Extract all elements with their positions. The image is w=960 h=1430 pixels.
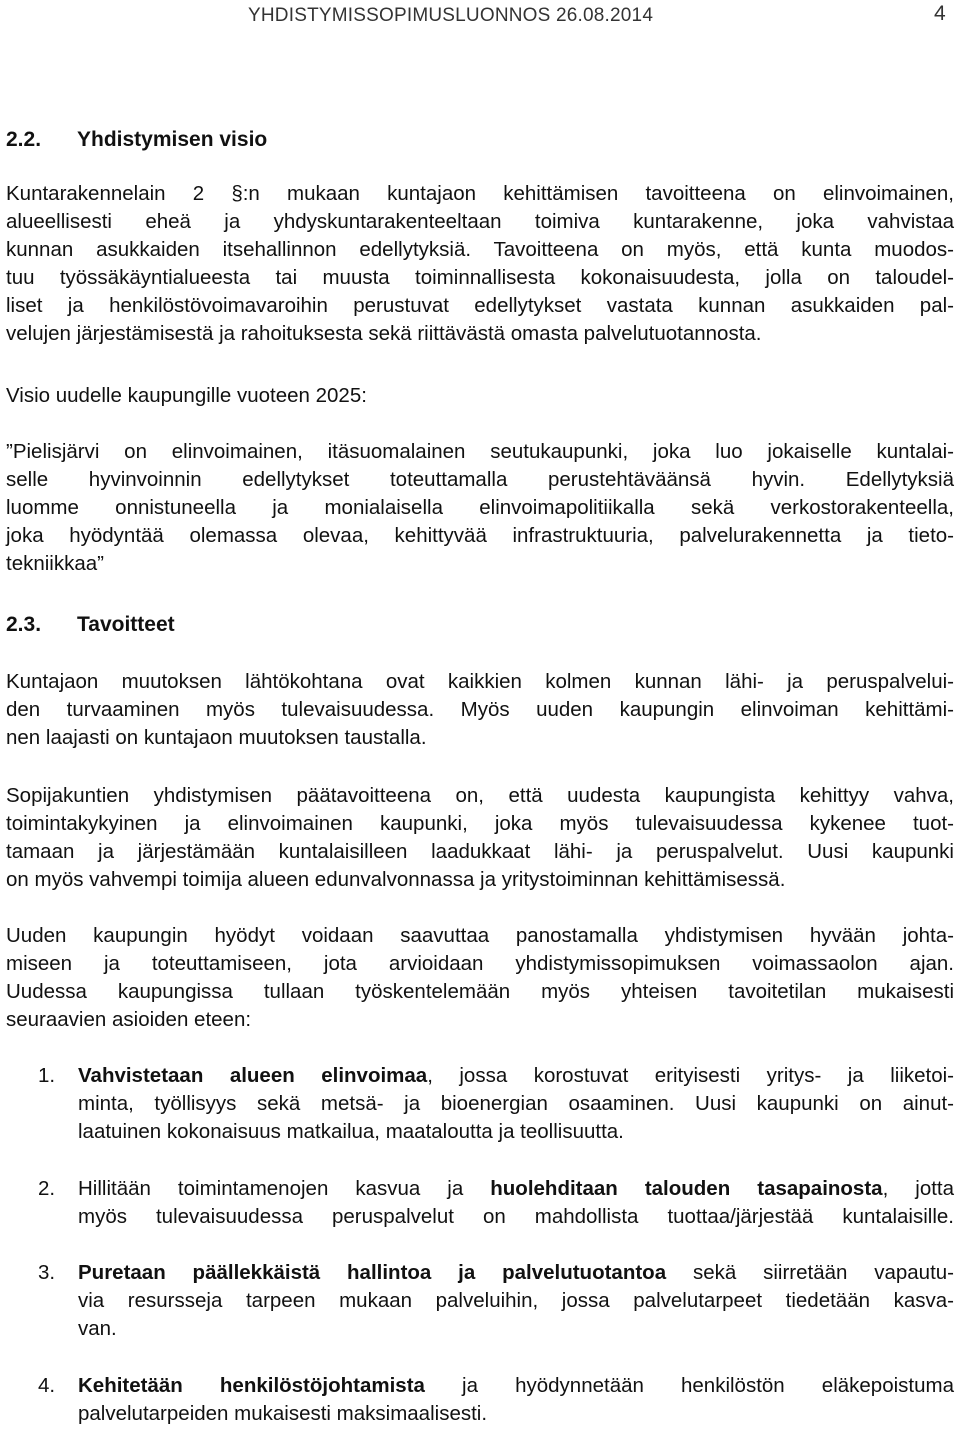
text-line — [78, 1259, 954, 1287]
text-line: miseen ja toteuttamiseen, jota arvioidaan yhdistymissopimuksen voimassaolon ajan. — [6, 952, 954, 975]
text-line: Kuntarakennelain 2 §:n mukaan kuntajaon kehittämisen tavoitteena on elinvoimainen, — [6, 182, 954, 205]
bold-phrase: Kehitetään henkilöstöjohtamista — [78, 1374, 425, 1397]
text-line: luomme onnistuneella ja monialaisella elinvoimapolitiikalla sekä verkostorakenteella, — [6, 496, 954, 519]
text-line: alueellisesti eheä ja yhdyskuntarakenteeltaan toimiva kuntarakenne, joka vahvistaa — [6, 210, 954, 233]
section-heading-2-2 — [6, 126, 267, 154]
text-line: den turvaaminen myös tulevaisuudessa. Myös uuden kaupungin elinvoiman kehittämi- — [6, 698, 954, 721]
section-number: 2.2. — [6, 128, 42, 151]
text-line: kunnan asukkaiden itsehallinnon edellytyksiä. Tavoitteena on myös, että kunta muodos- — [6, 238, 954, 261]
list-item-body — [78, 1175, 954, 1231]
text-line — [78, 1062, 954, 1090]
text-line: Visio uudelle kaupungille vuoteen 2025: — [6, 384, 367, 407]
text-span: , jossa korostuvat erityisesti yritys- ja liiketoi- — [427, 1064, 954, 1087]
list-number: 1. — [38, 1064, 56, 1087]
text-span: sekä siirretään vapautu- — [666, 1261, 955, 1284]
text-line: liset ja henkilöstövoimavaroihin perustuvat edellytykset vastata kunnan asukkaiden pal- — [6, 294, 954, 317]
text-line: velujen järjestämisestä ja rahoituksesta sekä riittävästä omasta palvelutuotannosta. — [6, 322, 762, 345]
list-item-body — [78, 1062, 954, 1146]
section-heading-2-3 — [6, 611, 175, 639]
list-number: 3. — [38, 1261, 56, 1284]
text-line: Uuden kaupungin hyödyt voidaan saavuttaa panostamalla yhdistymisen hyvään johta- — [6, 924, 954, 947]
text-span: , jotta — [882, 1177, 955, 1200]
text-line: tuu työssäkäyntialueesta tai muusta toiminnallisesta kokonaisuudesta, jolla on taloudel- — [6, 266, 954, 289]
text-line: laatuinen kokonaisuus matkailua, maataloutta ja teollisuutta. — [78, 1120, 624, 1143]
bold-phrase: Puretaan päällekkäistä hallintoa ja palvelutuotantoa — [78, 1261, 667, 1284]
paragraph-paatavoite — [6, 782, 954, 894]
vision-intro — [6, 382, 954, 410]
vision-statement — [6, 438, 954, 578]
section-number: 2.3. — [6, 613, 42, 636]
section-title: Yhdistymisen visio — [77, 128, 268, 151]
text-line: toimintakykyinen ja elinvoimainen kaupunki, joka myös tulevaisuudessa kykenee tuot- — [6, 812, 954, 835]
text-line — [78, 1372, 954, 1400]
bold-phrase: huolehditaan talouden tasapainosta — [490, 1177, 883, 1200]
text-line: selle hyvinvoinnin edellytykset toteuttamalla perustehtäväänsä hyvin. Edellytyksiä — [6, 468, 954, 491]
text-line — [78, 1175, 954, 1203]
paragraph-kuntarakennelaki — [6, 180, 954, 348]
text-line: nen laajasti on kuntajaon muutoksen taustalla. — [6, 726, 427, 749]
list-number: 2. — [38, 1177, 56, 1200]
paragraph-hyodyt — [6, 922, 954, 1034]
running-header: YHDISTYMISSOPIMUSLUONNOS 26.08.2014 — [248, 5, 654, 26]
text-line: van. — [78, 1317, 117, 1340]
text-line: Sopijakuntien yhdistymisen päätavoitteena on, että uudesta kaupungista kehittyy vahva, — [6, 784, 954, 807]
text-span: ja hyödynnetään henkilöstön eläkepoistuma — [424, 1374, 954, 1397]
paragraph-lahtokohdat — [6, 668, 954, 752]
text-line: myös tulevaisuudessa peruspalvelut on mahdollista tuottaa/järjestää kuntalaisille. — [78, 1205, 954, 1228]
list-item-body — [78, 1259, 954, 1343]
text-line: ”Pielisjärvi on elinvoimainen, itäsuomalainen seutukaupunki, joka luo jokaiselle kuntalai- — [6, 440, 954, 463]
list-item-body — [78, 1372, 954, 1428]
text-line: via resursseja tarpeen mukaan palveluihin, jossa palvelutarpeet tiedetään kasva- — [78, 1289, 954, 1312]
text-line: minta, työllisyys sekä metsä- ja bioenergian osaaminen. Uusi kaupunki on ainut- — [78, 1092, 954, 1115]
text-line: palvelutarpeiden mukaisesti maksimaalisesti. — [78, 1402, 488, 1425]
text-line: joka hyödyntää olemassa olevaa, kehittyvää infrastruktuuria, palvelurakennetta ja tieto- — [6, 524, 954, 547]
text-line: Uudessa kaupungissa tullaan työskentelemään myös yhteisen tavoitetilan mukaisesti — [6, 980, 954, 1003]
text-line: tekniikkaa” — [6, 552, 104, 575]
page-number: 4 — [934, 2, 946, 25]
text-line: tamaan ja järjestämään kuntalaisilleen laadukkaat lähi- ja peruspalvelut. Uusi kaupunki — [6, 840, 954, 863]
text-span: Hillitään toimintamenojen kasvua ja — [78, 1177, 491, 1200]
text-line: seuraavien asioiden eteen: — [6, 1008, 252, 1031]
bold-phrase: Vahvistetaan alueen elinvoimaa — [78, 1064, 428, 1087]
text-line: Kuntajaon muutoksen lähtökohtana ovat kaikkien kolmen kunnan lähi- ja peruspalvelui- — [6, 670, 954, 693]
section-title: Tavoitteet — [77, 613, 175, 636]
text-line: on myös vahvempi toimija alueen edunvalvonnassa ja yritystoiminnan kehittämisessä. — [6, 868, 786, 891]
list-number: 4. — [38, 1374, 56, 1397]
